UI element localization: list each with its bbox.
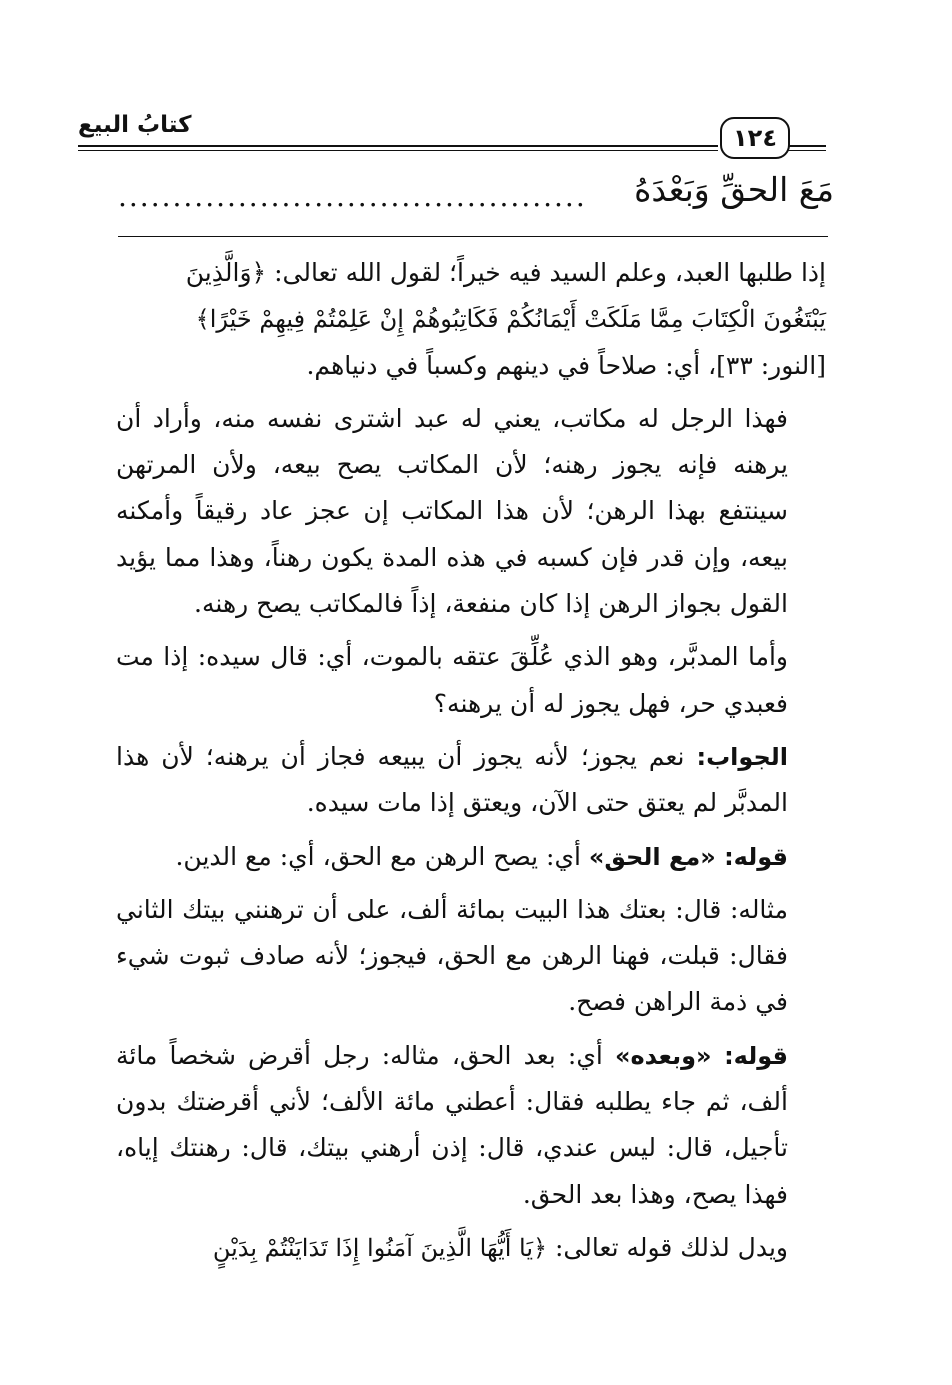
- quoted-phrase: «وبعده»: [614, 1041, 725, 1070]
- section-title-rule: [118, 236, 828, 237]
- paragraph-5-text: أي: يصح الرهن مع الحق، أي: مع الدين.: [175, 841, 589, 871]
- paragraph-8-text: ويدل لذلك قوله تعالى:: [547, 1232, 788, 1262]
- page-number-badge: ١٢٤: [720, 117, 790, 159]
- section-title: مَعَ الحقِّ وَبَعْدَهُ: [634, 170, 834, 209]
- paragraph-5: [116, 834, 826, 880]
- paragraph-1: [116, 250, 826, 389]
- quran-verse: ﴿يَا أَيُّهَا الَّذِينَ آمَنُوا إِذَا تَدَايَنْتُمْ بِدَيْنٍ: [212, 1233, 548, 1262]
- running-header-book-title: كتابُ البيع: [78, 112, 192, 138]
- p1-line-3: [النور: ٣٣]، أي: صلاحاً في دينهم وكسباً في دنياهم.: [306, 350, 826, 380]
- qawluhu-label: قوله:: [724, 842, 788, 871]
- quoted-phrase: «مع الحق»: [588, 842, 725, 871]
- paragraph-4-text: نعم يجوز؛ لأنه يجوز أن يبيعه فجاز أن يرهنه؛ لأن هذا المدبَّر لم يعتق حتى الآن، ويعتق إذا مات سيده.: [116, 741, 788, 818]
- paragraph-2: فهذا الرجل له مكاتب، يعني له عبد اشترى نفسه منه، وأراد أن يرهنه فإنه يجوز رهنه؛ لأن المكاتب يصح بيعه، ولأن المرتهن سينتفع بهذا الرهن؛ لأن هذا المكاتب إن عجز عاد رقيقاً وأمكنه بيعه، وإن قدر فإن كسبه في هذه المدة يكون رهناً، وهذا مما يؤيد القول بجواز الرهن إذا كان منفعة، إذاً فالمكاتب يصح رهنه.: [116, 403, 788, 619]
- qawluhu-label: قوله:: [724, 1041, 788, 1070]
- section-title-dots: ...........................................: [118, 180, 587, 213]
- paragraph-7-text: أي: بعد الحق، مثاله: رجل أقرض شخصاً مائة ألف، ثم جاء يطلبه فقال: أعطني مائة الألف؛ لأني أقرضتك بدون تأجيل، قال: ليس عندي، قال: إذن أرهني بيتك، قال: رهنتك إياه، فهذا يصح، وهذا بعد الحق.: [116, 1040, 788, 1209]
- answer-label: الجواب:: [696, 742, 788, 771]
- p1-line-1: إذا طلبها العبد، وعلم السيد فيه خيراً؛ لقول الله تعالى: ﴿وَالَّذِينَ: [185, 258, 826, 287]
- paragraph-8: [116, 1225, 826, 1271]
- paragraph-6: مثاله: قال: بعتك هذا البيت بمائة ألف، على أن ترهنني بيتك الثاني فقال: قبلت، فهنا الرهن مع الحق، فيجوز؛ لأنه صادف ثبوت شيء في ذمة الراهن فصح.: [116, 894, 788, 1017]
- body-text: [116, 250, 826, 1271]
- header-rule-left: [78, 145, 718, 151]
- paragraph-7: [116, 1033, 826, 1218]
- paragraph-4: [116, 734, 826, 827]
- paragraph-3: وأما المدبَّر، وهو الذي عُلِّقَ عتقه بالموت، أي: قال سيده: إذا مت فعبدي حر، فهل يجوز له أن يرهنه؟: [116, 642, 788, 718]
- header-rule-right: [788, 145, 826, 151]
- quran-verse: يَبْتَغُونَ الْكِتَابَ مِمَّا مَلَكَتْ أَيْمَانُكُمْ فَكَاتِبُوهُمْ إِنْ عَلِمْتُمْ فِيهِمْ خَيْرًا﴾: [195, 305, 826, 334]
